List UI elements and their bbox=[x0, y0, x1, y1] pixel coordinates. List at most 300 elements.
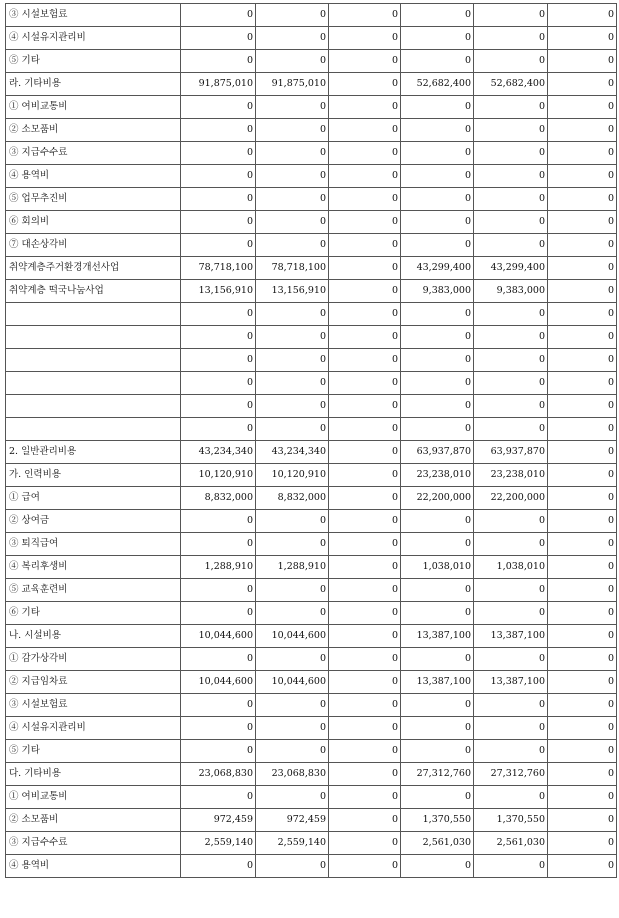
amount-cell-budget-amount: 2,559,140 bbox=[181, 832, 256, 855]
row-label-cell: ① 감가상각비 bbox=[6, 648, 181, 671]
amount-cell-budget-amount: 1,288,910 bbox=[181, 556, 256, 579]
amount-cell-prior-amount: 0 bbox=[401, 602, 474, 625]
amount-cell-budget-amount: 0 bbox=[181, 234, 256, 257]
row-label-cell: ③ 시설보험료 bbox=[6, 694, 181, 717]
table-row bbox=[6, 50, 617, 73]
amount-cell-prior-revised-amount: 0 bbox=[474, 510, 548, 533]
amount-cell-diff-amount: 0 bbox=[329, 648, 401, 671]
amount-cell-diff-amount: 0 bbox=[329, 786, 401, 809]
amount-cell-diff-amount: 0 bbox=[329, 303, 401, 326]
amount-cell-diff-amount: 0 bbox=[329, 464, 401, 487]
amount-cell-budget-amount: 0 bbox=[181, 579, 256, 602]
row-label-cell: ④ 시설유지관리비 bbox=[6, 717, 181, 740]
row-label-cell: ① 여비교통비 bbox=[6, 786, 181, 809]
amount-cell-revised-amount: 1,288,910 bbox=[256, 556, 329, 579]
amount-cell-prior-amount: 0 bbox=[401, 786, 474, 809]
table-row bbox=[6, 372, 617, 395]
table-row bbox=[6, 326, 617, 349]
amount-cell-diff-amount: 0 bbox=[329, 349, 401, 372]
amount-cell-budget-amount: 0 bbox=[181, 50, 256, 73]
table-row bbox=[6, 234, 617, 257]
amount-cell-revised-amount: 13,156,910 bbox=[256, 280, 329, 303]
amount-cell-diff-amount: 0 bbox=[329, 372, 401, 395]
row-label-cell bbox=[6, 326, 181, 349]
amount-cell-diff-amount: 0 bbox=[329, 27, 401, 50]
amount-cell-prior-diff-amount: 0 bbox=[548, 4, 617, 27]
amount-cell-prior-amount: 0 bbox=[401, 648, 474, 671]
amount-cell-prior-diff-amount: 0 bbox=[548, 533, 617, 556]
amount-cell-prior-amount: 13,387,100 bbox=[401, 671, 474, 694]
table-row bbox=[6, 556, 617, 579]
amount-cell-diff-amount: 0 bbox=[329, 418, 401, 441]
amount-cell-prior-diff-amount: 0 bbox=[548, 349, 617, 372]
amount-cell-prior-diff-amount: 0 bbox=[548, 119, 617, 142]
amount-cell-prior-amount: 0 bbox=[401, 372, 474, 395]
amount-cell-diff-amount: 0 bbox=[329, 740, 401, 763]
amount-cell-revised-amount: 0 bbox=[256, 855, 329, 878]
row-label-cell: ④ 시설유지관리비 bbox=[6, 27, 181, 50]
table-row bbox=[6, 257, 617, 280]
amount-cell-prior-revised-amount: 2,561,030 bbox=[474, 832, 548, 855]
amount-cell-prior-diff-amount: 0 bbox=[548, 648, 617, 671]
table-row bbox=[6, 441, 617, 464]
row-label-cell: ⑤ 업무추진비 bbox=[6, 188, 181, 211]
amount-cell-prior-revised-amount: 0 bbox=[474, 326, 548, 349]
amount-cell-revised-amount: 0 bbox=[256, 234, 329, 257]
amount-cell-prior-revised-amount: 0 bbox=[474, 717, 548, 740]
amount-cell-budget-amount: 0 bbox=[181, 349, 256, 372]
amount-cell-prior-revised-amount: 0 bbox=[474, 418, 548, 441]
amount-cell-diff-amount: 0 bbox=[329, 96, 401, 119]
amount-cell-prior-diff-amount: 0 bbox=[548, 579, 617, 602]
amount-cell-budget-amount: 10,120,910 bbox=[181, 464, 256, 487]
amount-cell-diff-amount: 0 bbox=[329, 441, 401, 464]
amount-cell-diff-amount: 0 bbox=[329, 556, 401, 579]
row-label-cell: ⑤ 기타 bbox=[6, 740, 181, 763]
row-label-cell: ⑥ 회의비 bbox=[6, 211, 181, 234]
amount-cell-budget-amount: 0 bbox=[181, 4, 256, 27]
amount-cell-revised-amount: 0 bbox=[256, 648, 329, 671]
amount-cell-revised-amount: 43,234,340 bbox=[256, 441, 329, 464]
amount-cell-prior-revised-amount: 27,312,760 bbox=[474, 763, 548, 786]
amount-cell-budget-amount: 0 bbox=[181, 786, 256, 809]
amount-cell-prior-amount: 23,238,010 bbox=[401, 464, 474, 487]
amount-cell-prior-diff-amount: 0 bbox=[548, 441, 617, 464]
amount-cell-budget-amount: 0 bbox=[181, 303, 256, 326]
amount-cell-prior-amount: 0 bbox=[401, 510, 474, 533]
amount-cell-prior-revised-amount: 0 bbox=[474, 50, 548, 73]
amount-cell-prior-amount: 0 bbox=[401, 4, 474, 27]
amount-cell-revised-amount: 0 bbox=[256, 418, 329, 441]
amount-cell-prior-amount: 1,038,010 bbox=[401, 556, 474, 579]
amount-cell-prior-diff-amount: 0 bbox=[548, 602, 617, 625]
amount-cell-budget-amount: 91,875,010 bbox=[181, 73, 256, 96]
row-label-cell: ② 상여금 bbox=[6, 510, 181, 533]
row-label-cell bbox=[6, 418, 181, 441]
row-label-cell: 나. 시설비용 bbox=[6, 625, 181, 648]
amount-cell-prior-amount: 52,682,400 bbox=[401, 73, 474, 96]
row-label-cell: 2. 일반관리비용 bbox=[6, 441, 181, 464]
row-label-cell: ④ 복리후생비 bbox=[6, 556, 181, 579]
amount-cell-diff-amount: 0 bbox=[329, 809, 401, 832]
amount-cell-budget-amount: 0 bbox=[181, 326, 256, 349]
table-row bbox=[6, 786, 617, 809]
row-label-cell: ② 지급임차료 bbox=[6, 671, 181, 694]
amount-cell-prior-amount: 9,383,000 bbox=[401, 280, 474, 303]
amount-cell-budget-amount: 0 bbox=[181, 372, 256, 395]
amount-cell-prior-diff-amount: 0 bbox=[548, 418, 617, 441]
amount-cell-revised-amount: 0 bbox=[256, 211, 329, 234]
amount-cell-prior-diff-amount: 0 bbox=[548, 165, 617, 188]
amount-cell-diff-amount: 0 bbox=[329, 188, 401, 211]
amount-cell-revised-amount: 0 bbox=[256, 50, 329, 73]
amount-cell-prior-revised-amount: 0 bbox=[474, 142, 548, 165]
amount-cell-revised-amount: 0 bbox=[256, 510, 329, 533]
amount-cell-diff-amount: 0 bbox=[329, 119, 401, 142]
amount-cell-prior-diff-amount: 0 bbox=[548, 786, 617, 809]
row-label-cell bbox=[6, 372, 181, 395]
amount-cell-prior-diff-amount: 0 bbox=[548, 464, 617, 487]
amount-cell-prior-revised-amount: 63,937,870 bbox=[474, 441, 548, 464]
amount-cell-prior-amount: 0 bbox=[401, 188, 474, 211]
amount-cell-prior-amount: 2,561,030 bbox=[401, 832, 474, 855]
row-label-cell: 취약계층 떡국나눔사업 bbox=[6, 280, 181, 303]
row-label-cell: ② 소모품비 bbox=[6, 119, 181, 142]
amount-cell-revised-amount: 23,068,830 bbox=[256, 763, 329, 786]
amount-cell-prior-revised-amount: 23,238,010 bbox=[474, 464, 548, 487]
row-label-cell bbox=[6, 395, 181, 418]
table-row bbox=[6, 648, 617, 671]
table-row bbox=[6, 96, 617, 119]
amount-cell-prior-diff-amount: 0 bbox=[548, 809, 617, 832]
amount-cell-revised-amount: 0 bbox=[256, 349, 329, 372]
amount-cell-diff-amount: 0 bbox=[329, 142, 401, 165]
table-row bbox=[6, 418, 617, 441]
amount-cell-prior-amount: 0 bbox=[401, 717, 474, 740]
amount-cell-budget-amount: 10,044,600 bbox=[181, 671, 256, 694]
amount-cell-diff-amount: 0 bbox=[329, 395, 401, 418]
amount-cell-diff-amount: 0 bbox=[329, 510, 401, 533]
amount-cell-revised-amount: 0 bbox=[256, 579, 329, 602]
amount-cell-revised-amount: 0 bbox=[256, 694, 329, 717]
row-label-cell: ④ 용역비 bbox=[6, 855, 181, 878]
table-row bbox=[6, 625, 617, 648]
amount-cell-revised-amount: 8,832,000 bbox=[256, 487, 329, 510]
amount-cell-revised-amount: 0 bbox=[256, 119, 329, 142]
table-row bbox=[6, 4, 617, 27]
amount-cell-budget-amount: 0 bbox=[181, 855, 256, 878]
amount-cell-revised-amount: 0 bbox=[256, 142, 329, 165]
table-row bbox=[6, 487, 617, 510]
amount-cell-prior-revised-amount: 1,038,010 bbox=[474, 556, 548, 579]
amount-cell-diff-amount: 0 bbox=[329, 717, 401, 740]
amount-cell-revised-amount: 10,120,910 bbox=[256, 464, 329, 487]
row-label-cell: ③ 지급수수료 bbox=[6, 142, 181, 165]
amount-cell-budget-amount: 0 bbox=[181, 717, 256, 740]
amount-cell-prior-diff-amount: 0 bbox=[548, 96, 617, 119]
amount-cell-diff-amount: 0 bbox=[329, 50, 401, 73]
table-row bbox=[6, 579, 617, 602]
amount-cell-prior-revised-amount: 0 bbox=[474, 96, 548, 119]
amount-cell-revised-amount: 2,559,140 bbox=[256, 832, 329, 855]
amount-cell-prior-amount: 0 bbox=[401, 579, 474, 602]
amount-cell-prior-diff-amount: 0 bbox=[548, 326, 617, 349]
amount-cell-prior-amount: 22,200,000 bbox=[401, 487, 474, 510]
amount-cell-prior-diff-amount: 0 bbox=[548, 188, 617, 211]
amount-cell-revised-amount: 0 bbox=[256, 395, 329, 418]
amount-cell-prior-amount: 0 bbox=[401, 533, 474, 556]
amount-cell-revised-amount: 0 bbox=[256, 740, 329, 763]
amount-cell-budget-amount: 0 bbox=[181, 648, 256, 671]
amount-cell-prior-revised-amount: 0 bbox=[474, 372, 548, 395]
table-row bbox=[6, 533, 617, 556]
amount-cell-budget-amount: 23,068,830 bbox=[181, 763, 256, 786]
row-label-cell: ⑦ 대손상각비 bbox=[6, 234, 181, 257]
amount-cell-prior-amount: 0 bbox=[401, 740, 474, 763]
amount-cell-diff-amount: 0 bbox=[329, 763, 401, 786]
table-row bbox=[6, 188, 617, 211]
amount-cell-prior-diff-amount: 0 bbox=[548, 372, 617, 395]
amount-cell-prior-diff-amount: 0 bbox=[548, 625, 617, 648]
amount-cell-prior-revised-amount: 0 bbox=[474, 602, 548, 625]
amount-cell-budget-amount: 10,044,600 bbox=[181, 625, 256, 648]
amount-cell-budget-amount: 0 bbox=[181, 96, 256, 119]
amount-cell-diff-amount: 0 bbox=[329, 487, 401, 510]
amount-cell-prior-amount: 63,937,870 bbox=[401, 441, 474, 464]
amount-cell-budget-amount: 0 bbox=[181, 418, 256, 441]
amount-cell-budget-amount: 0 bbox=[181, 165, 256, 188]
amount-cell-prior-amount: 0 bbox=[401, 855, 474, 878]
amount-cell-prior-revised-amount: 0 bbox=[474, 786, 548, 809]
amount-cell-prior-amount: 0 bbox=[401, 119, 474, 142]
amount-cell-prior-amount: 0 bbox=[401, 303, 474, 326]
amount-cell-prior-diff-amount: 0 bbox=[548, 832, 617, 855]
table-row bbox=[6, 73, 617, 96]
row-label-cell: ① 여비교통비 bbox=[6, 96, 181, 119]
amount-cell-revised-amount: 0 bbox=[256, 303, 329, 326]
amount-cell-revised-amount: 0 bbox=[256, 188, 329, 211]
amount-cell-revised-amount: 972,459 bbox=[256, 809, 329, 832]
amount-cell-diff-amount: 0 bbox=[329, 280, 401, 303]
amount-cell-revised-amount: 78,718,100 bbox=[256, 257, 329, 280]
row-label-cell: 라. 기타비용 bbox=[6, 73, 181, 96]
amount-cell-prior-diff-amount: 0 bbox=[548, 740, 617, 763]
amount-cell-diff-amount: 0 bbox=[329, 4, 401, 27]
amount-cell-prior-amount: 0 bbox=[401, 165, 474, 188]
amount-cell-revised-amount: 0 bbox=[256, 372, 329, 395]
amount-cell-revised-amount: 0 bbox=[256, 786, 329, 809]
amount-cell-prior-amount: 0 bbox=[401, 349, 474, 372]
amount-cell-prior-revised-amount: 0 bbox=[474, 855, 548, 878]
amount-cell-prior-diff-amount: 0 bbox=[548, 27, 617, 50]
amount-cell-prior-revised-amount: 0 bbox=[474, 349, 548, 372]
amount-cell-budget-amount: 43,234,340 bbox=[181, 441, 256, 464]
amount-cell-diff-amount: 0 bbox=[329, 671, 401, 694]
table-row bbox=[6, 211, 617, 234]
row-label-cell: ③ 지급수수료 bbox=[6, 832, 181, 855]
amount-cell-revised-amount: 0 bbox=[256, 717, 329, 740]
amount-cell-prior-amount: 0 bbox=[401, 418, 474, 441]
table-row bbox=[6, 165, 617, 188]
table-row bbox=[6, 740, 617, 763]
amount-cell-prior-diff-amount: 0 bbox=[548, 234, 617, 257]
expense-table bbox=[5, 3, 617, 878]
amount-cell-budget-amount: 0 bbox=[181, 27, 256, 50]
amount-cell-budget-amount: 972,459 bbox=[181, 809, 256, 832]
amount-cell-prior-revised-amount: 52,682,400 bbox=[474, 73, 548, 96]
table-row bbox=[6, 303, 617, 326]
amount-cell-prior-revised-amount: 0 bbox=[474, 303, 548, 326]
amount-cell-diff-amount: 0 bbox=[329, 165, 401, 188]
table-row bbox=[6, 464, 617, 487]
amount-cell-prior-amount: 0 bbox=[401, 142, 474, 165]
table-row bbox=[6, 717, 617, 740]
amount-cell-prior-amount: 27,312,760 bbox=[401, 763, 474, 786]
amount-cell-diff-amount: 0 bbox=[329, 602, 401, 625]
amount-cell-revised-amount: 91,875,010 bbox=[256, 73, 329, 96]
amount-cell-prior-diff-amount: 0 bbox=[548, 556, 617, 579]
amount-cell-revised-amount: 10,044,600 bbox=[256, 671, 329, 694]
amount-cell-budget-amount: 0 bbox=[181, 119, 256, 142]
amount-cell-prior-revised-amount: 13,387,100 bbox=[474, 671, 548, 694]
row-label-cell: ② 소모품비 bbox=[6, 809, 181, 832]
table-row bbox=[6, 280, 617, 303]
amount-cell-prior-amount: 13,387,100 bbox=[401, 625, 474, 648]
amount-cell-prior-revised-amount: 0 bbox=[474, 27, 548, 50]
amount-cell-diff-amount: 0 bbox=[329, 625, 401, 648]
amount-cell-prior-amount: 1,370,550 bbox=[401, 809, 474, 832]
amount-cell-prior-revised-amount: 0 bbox=[474, 211, 548, 234]
row-label-cell: 다. 기타비용 bbox=[6, 763, 181, 786]
row-label-cell: ⑤ 기타 bbox=[6, 50, 181, 73]
table-row bbox=[6, 694, 617, 717]
amount-cell-prior-revised-amount: 0 bbox=[474, 648, 548, 671]
amount-cell-prior-revised-amount: 9,383,000 bbox=[474, 280, 548, 303]
amount-cell-prior-diff-amount: 0 bbox=[548, 395, 617, 418]
amount-cell-prior-diff-amount: 0 bbox=[548, 694, 617, 717]
amount-cell-prior-amount: 0 bbox=[401, 694, 474, 717]
amount-cell-diff-amount: 0 bbox=[329, 533, 401, 556]
row-label-cell bbox=[6, 303, 181, 326]
amount-cell-budget-amount: 0 bbox=[181, 533, 256, 556]
row-label-cell: ① 급여 bbox=[6, 487, 181, 510]
amount-cell-prior-diff-amount: 0 bbox=[548, 303, 617, 326]
table-row bbox=[6, 142, 617, 165]
amount-cell-prior-amount: 0 bbox=[401, 395, 474, 418]
amount-cell-diff-amount: 0 bbox=[329, 257, 401, 280]
table-row bbox=[6, 119, 617, 142]
amount-cell-revised-amount: 0 bbox=[256, 27, 329, 50]
amount-cell-prior-amount: 0 bbox=[401, 234, 474, 257]
amount-cell-prior-diff-amount: 0 bbox=[548, 510, 617, 533]
amount-cell-budget-amount: 0 bbox=[181, 142, 256, 165]
amount-cell-diff-amount: 0 bbox=[329, 855, 401, 878]
amount-cell-budget-amount: 0 bbox=[181, 602, 256, 625]
amount-cell-revised-amount: 0 bbox=[256, 602, 329, 625]
row-label-cell: 취약계층주거환경개선사업 bbox=[6, 257, 181, 280]
amount-cell-prior-revised-amount: 22,200,000 bbox=[474, 487, 548, 510]
amount-cell-prior-diff-amount: 0 bbox=[548, 142, 617, 165]
amount-cell-prior-amount: 0 bbox=[401, 50, 474, 73]
amount-cell-prior-revised-amount: 0 bbox=[474, 579, 548, 602]
amount-cell-prior-diff-amount: 0 bbox=[548, 211, 617, 234]
amount-cell-prior-amount: 0 bbox=[401, 211, 474, 234]
amount-cell-diff-amount: 0 bbox=[329, 832, 401, 855]
amount-cell-budget-amount: 0 bbox=[181, 211, 256, 234]
amount-cell-prior-diff-amount: 0 bbox=[548, 671, 617, 694]
table-row bbox=[6, 602, 617, 625]
amount-cell-prior-diff-amount: 0 bbox=[548, 73, 617, 96]
amount-cell-prior-diff-amount: 0 bbox=[548, 280, 617, 303]
table-row bbox=[6, 395, 617, 418]
table-row bbox=[6, 349, 617, 372]
amount-cell-budget-amount: 13,156,910 bbox=[181, 280, 256, 303]
table-row bbox=[6, 510, 617, 533]
amount-cell-diff-amount: 0 bbox=[329, 694, 401, 717]
expense-table-body bbox=[6, 4, 617, 878]
amount-cell-prior-diff-amount: 0 bbox=[548, 717, 617, 740]
table-row bbox=[6, 855, 617, 878]
amount-cell-prior-revised-amount: 0 bbox=[474, 694, 548, 717]
amount-cell-budget-amount: 0 bbox=[181, 188, 256, 211]
amount-cell-revised-amount: 0 bbox=[256, 326, 329, 349]
amount-cell-budget-amount: 78,718,100 bbox=[181, 257, 256, 280]
amount-cell-prior-diff-amount: 0 bbox=[548, 257, 617, 280]
row-label-cell: ⑥ 기타 bbox=[6, 602, 181, 625]
amount-cell-prior-revised-amount: 0 bbox=[474, 119, 548, 142]
amount-cell-budget-amount: 0 bbox=[181, 740, 256, 763]
amount-cell-prior-revised-amount: 0 bbox=[474, 165, 548, 188]
amount-cell-prior-revised-amount: 13,387,100 bbox=[474, 625, 548, 648]
amount-cell-budget-amount: 0 bbox=[181, 395, 256, 418]
row-label-cell: 가. 인력비용 bbox=[6, 464, 181, 487]
amount-cell-revised-amount: 0 bbox=[256, 165, 329, 188]
amount-cell-budget-amount: 0 bbox=[181, 694, 256, 717]
row-label-cell: ③ 퇴직급여 bbox=[6, 533, 181, 556]
row-label-cell: ④ 용역비 bbox=[6, 165, 181, 188]
amount-cell-diff-amount: 0 bbox=[329, 579, 401, 602]
row-label-cell bbox=[6, 349, 181, 372]
row-label-cell: ③ 시설보험료 bbox=[6, 4, 181, 27]
table-row bbox=[6, 763, 617, 786]
amount-cell-revised-amount: 0 bbox=[256, 533, 329, 556]
amount-cell-diff-amount: 0 bbox=[329, 73, 401, 96]
amount-cell-prior-revised-amount: 43,299,400 bbox=[474, 257, 548, 280]
amount-cell-prior-diff-amount: 0 bbox=[548, 50, 617, 73]
amount-cell-prior-revised-amount: 0 bbox=[474, 188, 548, 211]
table-row bbox=[6, 809, 617, 832]
amount-cell-revised-amount: 10,044,600 bbox=[256, 625, 329, 648]
amount-cell-prior-diff-amount: 0 bbox=[548, 763, 617, 786]
table-row bbox=[6, 832, 617, 855]
amount-cell-diff-amount: 0 bbox=[329, 234, 401, 257]
amount-cell-budget-amount: 8,832,000 bbox=[181, 487, 256, 510]
amount-cell-prior-revised-amount: 0 bbox=[474, 533, 548, 556]
amount-cell-revised-amount: 0 bbox=[256, 96, 329, 119]
row-label-cell: ⑤ 교육훈련비 bbox=[6, 579, 181, 602]
amount-cell-budget-amount: 0 bbox=[181, 510, 256, 533]
table-row bbox=[6, 27, 617, 50]
amount-cell-prior-amount: 0 bbox=[401, 27, 474, 50]
table-row bbox=[6, 671, 617, 694]
amount-cell-diff-amount: 0 bbox=[329, 211, 401, 234]
amount-cell-prior-revised-amount: 0 bbox=[474, 395, 548, 418]
amount-cell-prior-amount: 43,299,400 bbox=[401, 257, 474, 280]
amount-cell-prior-diff-amount: 0 bbox=[548, 487, 617, 510]
amount-cell-diff-amount: 0 bbox=[329, 326, 401, 349]
amount-cell-prior-revised-amount: 1,370,550 bbox=[474, 809, 548, 832]
amount-cell-revised-amount: 0 bbox=[256, 4, 329, 27]
